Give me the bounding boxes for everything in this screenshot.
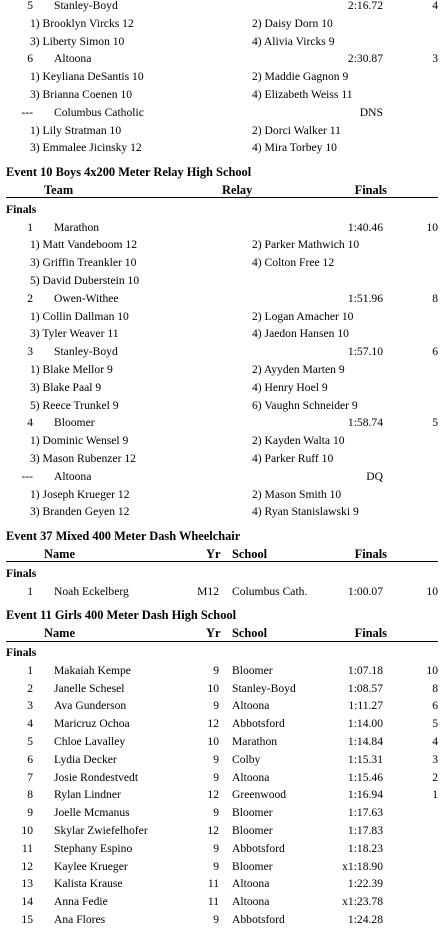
year: 10 [207,681,219,695]
relay-legs-row [0,308,443,326]
result-row [0,875,443,893]
header-rule [6,197,438,198]
place: 3 [27,345,33,359]
header-school: School [232,547,268,561]
athlete-name: Maricruz Ochoa [54,717,130,731]
section-label [0,201,443,219]
relay-runner: 1) Joseph Krueger 12 [30,487,130,501]
relay-runner: 2) Daisy Dorn 10 [252,16,333,30]
relay-runner: 2) Logan Amacher 10 [252,309,354,323]
header-yr: Yr [206,626,221,641]
place: 15 [21,913,33,926]
year: 9 [213,770,219,784]
place: 2 [27,291,33,305]
school: Marathon [232,735,278,748]
header-name: Name [44,626,75,641]
finals-time: 1:14.84 [347,735,383,748]
points: 8 [432,291,438,305]
points: 4 [432,0,438,12]
place: 12 [21,859,33,873]
relay-team-row [0,414,443,432]
finals-time: 1:11.27 [348,699,383,713]
event-title-text: Event 37 Mixed 400 Meter Dash Wheelchair [6,529,241,544]
finals-time: 1:58.74 [347,416,383,430]
points: 5 [432,717,438,731]
place: 5 [27,735,33,748]
result-row [0,769,443,787]
finals-time: 1:15.46 [347,770,383,784]
athlete-name: Joelle Mcmanus [54,806,130,820]
relay-runner: 3) Liberty Simon 10 [30,34,125,48]
relay-runner: 2) Mason Smith 10 [252,487,342,501]
points: 3 [432,752,438,766]
team-name: Altoona [54,469,92,483]
place: 10 [21,824,33,837]
relay-runner: 4) Jaedon Hansen 10 [252,327,349,341]
points: 1 [432,788,438,802]
school: Altoona [232,877,270,891]
athlete-name: Chloe Lavalley [54,735,126,748]
relay-legs-row [0,379,443,397]
relay-runner: 2) Ayyden Marten 9 [252,363,345,376]
finals-time: 1:16.94 [347,788,383,802]
athlete-name: Kalista Krause [54,877,123,891]
year: 12 [207,717,219,731]
result-row [0,822,443,840]
finals-time: 1:51.96 [347,291,383,305]
relay-team-row [0,468,443,486]
relay-runner: 4) Elizabeth Weiss 11 [252,88,353,101]
finals-time: 1:40.46 [347,220,383,234]
result-row [0,697,443,715]
relay-legs-row [0,68,443,86]
relay-runner: 1) Keyliana DeSantis 10 [30,70,144,84]
event-title [0,606,443,624]
event-title [0,163,443,181]
year: 12 [207,788,219,802]
points: 5 [432,416,438,430]
relay-legs-row [0,397,443,415]
place: 1 [27,663,33,677]
section-finals: Finals [6,566,37,580]
result-row [0,680,443,698]
place: 1 [27,584,33,598]
place: 14 [21,895,33,909]
athlete-name: Rylan Lindner [54,788,121,802]
relay-runner: 4) Mira Torbey 10 [252,141,337,155]
athlete-name: Ana Flores [54,913,106,926]
year: 11 [207,877,219,891]
relay-runner: 2) Maddie Gagnon 9 [252,70,349,84]
finals-time: 1:17.63 [347,806,383,820]
result-row [0,893,443,911]
relay-legs-row [0,33,443,51]
relay-runner: 1) Dominic Wensel 9 [30,434,129,448]
relay-legs-row [0,503,443,521]
team-name: Owen-Withee [54,291,119,305]
column-headers [0,624,443,642]
place: 3 [27,699,33,713]
relay-team-row [0,104,443,122]
athlete-name: Anna Fedie [54,895,108,909]
relay-runner: 4) Colton Free 12 [252,256,335,270]
points: 4 [432,735,438,748]
header-finals: Finals [354,547,387,561]
result-row [0,786,443,804]
relay-runner: 2) Parker Mathwich 10 [252,238,360,252]
team-name: Altoona [54,52,92,66]
year: 10 [207,735,219,748]
relay-runner: 3) Branden Geyen 12 [30,505,130,519]
finals-time: x1:18.90 [342,859,383,873]
school: Bloomer [232,663,273,677]
relay-runner: 4) Alivia Vircks 9 [252,34,335,48]
event-title-text: Event 10 Boys 4x200 Meter Relay High School [6,165,252,180]
athlete-name: Janelle Schesel [54,681,125,695]
school: Bloomer [232,806,273,820]
year: 11 [207,895,219,909]
athlete-name: Skylar Zwiefelhofer [54,824,148,837]
school: Altoona [232,770,270,784]
relay-runner: 2) Dorci Walker 11 [252,123,341,137]
place: 4 [27,416,33,430]
school: Abbotsford [232,841,285,855]
year: 9 [213,859,219,873]
school: Abbotsford [232,913,285,926]
team-name: Stanley-Boyd [54,0,118,12]
points: 6 [432,345,438,359]
header-relay: Relay [222,183,253,197]
relay-legs-row [0,272,443,290]
finals-time: 1:07.18 [347,663,383,677]
header-team: Team [44,183,74,197]
school: Columbus Cath. [232,584,308,598]
relay-legs-row [0,15,443,33]
finals-time: 1:08.57 [347,681,383,695]
relay-legs-row [0,254,443,272]
place: 6 [27,52,33,66]
team-name: Stanley-Boyd [54,345,118,359]
place: 8 [27,788,33,802]
finals-time: 1:00.07 [347,584,383,598]
relay-runner: 3) Mason Rubenzer 12 [30,452,136,465]
result-row [0,662,443,680]
finals-time: 1:17.83 [347,824,383,837]
points: 6 [432,699,438,713]
relay-runner: 1) Matt Vandeboom 12 [30,238,138,252]
relay-legs-row [0,236,443,254]
finals-time: 1:15.31 [347,752,383,766]
place: --- [21,105,33,119]
header-finals: Finals [354,183,387,197]
school: Colby [232,752,261,766]
year: 9 [213,913,219,926]
year: 9 [213,699,219,713]
school: Abbotsford [232,717,285,731]
athlete-name: Noah Eckelberg [54,584,129,598]
relay-legs-row [0,361,443,379]
relay-runner: 3) Griffin Treankler 10 [30,256,137,270]
relay-runner: 4) Parker Ruff 10 [252,452,334,465]
finals-time: 1:57.10 [347,345,383,359]
relay-legs-row [0,450,443,468]
place: 9 [27,806,33,820]
result-row [0,840,443,858]
place: 7 [27,770,33,784]
result-row [0,804,443,822]
result-row [0,911,443,929]
points: 10 [426,584,438,598]
points: 8 [432,681,438,695]
finals-time: 2:30.87 [347,52,383,66]
finals-time: 1:22.39 [347,877,383,891]
column-headers [0,181,443,199]
relay-runner: 3) Blake Paal 9 [30,380,102,394]
relay-legs-row [0,139,443,157]
header-rule [6,641,438,642]
event-title [0,527,443,545]
relay-runner: 1) Brooklyn Vircks 12 [30,16,134,30]
header-school: School [232,626,268,641]
school: Altoona [232,699,270,713]
points: 10 [426,220,438,234]
finals-time: DQ [366,469,383,483]
relay-runner: 2) Kayden Walta 10 [252,434,345,448]
section-finals: Finals [6,202,37,216]
section-label [0,565,443,583]
athlete-name: Makaiah Kempe [54,663,131,677]
place: 1 [27,220,33,234]
result-row [0,733,443,751]
relay-runner: 5) Reece Trunkel 9 [30,398,119,412]
athlete-name: Lydia Decker [54,752,117,766]
place: 2 [27,681,33,695]
relay-runner: 1) Collin Dallman 10 [30,309,129,323]
relay-legs-row [0,325,443,343]
relay-team-row [0,0,443,15]
relay-team-row [0,343,443,361]
relay-runner: 1) Lily Stratman 10 [30,123,122,137]
relay-runner: 1) Blake Mellor 9 [30,363,113,376]
finals-time: DNS [359,105,383,119]
place: 13 [21,877,33,891]
finals-time: 1:14.00 [347,717,383,731]
place: --- [21,469,33,483]
team-name: Marathon [54,220,100,234]
column-headers [0,545,443,563]
finals-time: 1:18.23 [347,841,383,855]
relay-legs-row [0,122,443,140]
relay-team-row [0,290,443,308]
result-row [0,858,443,876]
points: 10 [426,663,438,677]
place: 11 [21,841,33,855]
team-name: Bloomer [54,416,95,430]
year: 12 [207,824,219,837]
school: Altoona [232,895,270,909]
points: 3 [432,52,438,66]
finals-time: x1:23.78 [342,895,383,909]
points: 2 [432,770,438,784]
finals-time: 2:16.72 [347,0,383,12]
section-label [0,644,443,662]
relay-runner: 5) David Duberstein 10 [30,274,140,287]
relay-runner: 4) Ryan Stanislawski 9 [252,505,359,519]
event-title-text: Event 11 Girls 400 Meter Dash High School [6,608,237,623]
relay-runner: 6) Vaughn Schneider 9 [252,398,358,412]
relay-team-row [0,219,443,237]
school: Stanley-Boyd [232,681,296,695]
header-name: Name [44,547,75,561]
header-rule [6,561,438,562]
athlete-name: Stephany Espino [54,841,133,855]
header-finals: Finals [354,626,387,641]
relay-runner: 3) Brianna Coenen 10 [30,88,133,101]
relay-runner: 4) Henry Hoel 9 [252,380,328,394]
relay-legs-row [0,486,443,504]
year: M12 [197,584,219,598]
year: 9 [213,663,219,677]
result-row [0,751,443,769]
relay-legs-row [0,86,443,104]
school: Bloomer [232,859,273,873]
athlete-name: Josie Rondestvedt [54,770,139,784]
section-finals: Finals [6,646,37,659]
school: Greenwood [232,788,287,802]
result-row [0,583,443,601]
place: 6 [27,752,33,766]
relay-runner: 3) Emmalee Jicinsky 12 [30,141,142,155]
result-row [0,715,443,733]
relay-legs-row [0,432,443,450]
school: Bloomer [232,824,273,837]
year: 9 [213,806,219,820]
year: 9 [213,752,219,766]
year: 9 [213,841,219,855]
athlete-name: Ava Gunderson [54,699,127,713]
finals-time: 1:24.28 [347,913,383,926]
header-yr: Yr [206,547,221,561]
place: 4 [27,717,33,731]
relay-runner: 3) Tyler Weaver 11 [30,327,119,341]
relay-team-row [0,50,443,68]
athlete-name: Kaylee Krueger [54,859,128,873]
team-name: Columbus Catholic [54,105,144,119]
place: 5 [27,0,33,12]
